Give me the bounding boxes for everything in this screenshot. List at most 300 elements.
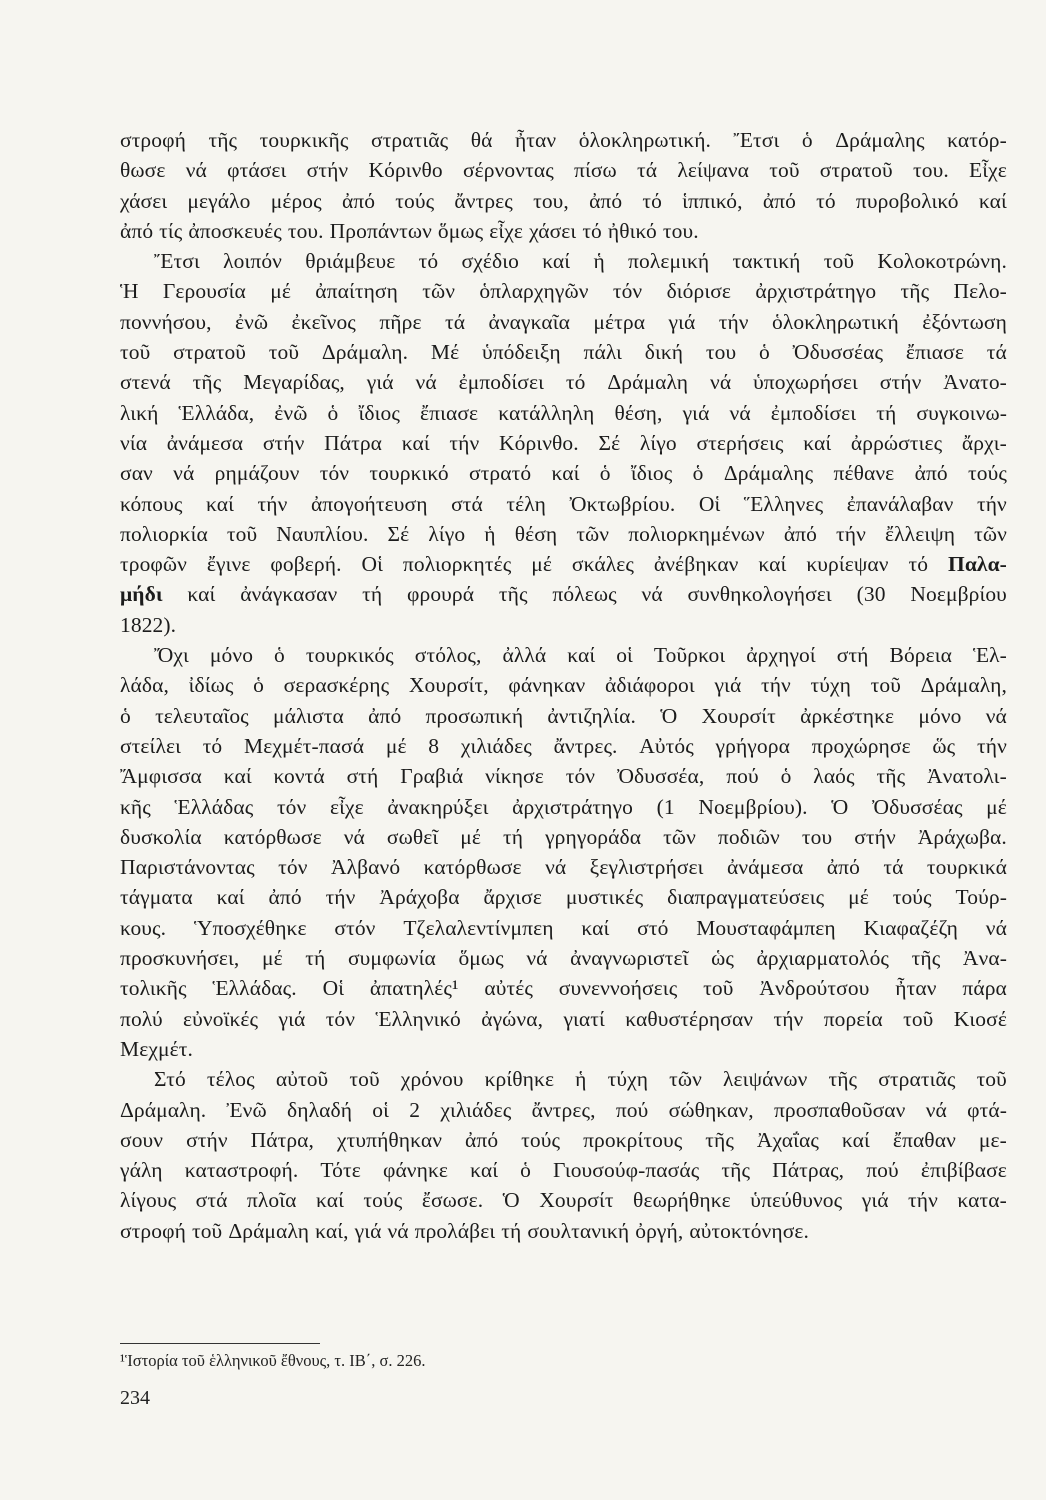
word: Τζελαλεντίνμπεη xyxy=(403,915,554,940)
word: του, xyxy=(533,188,569,213)
word: ὁ xyxy=(253,673,265,698)
word: γιά xyxy=(861,1188,889,1213)
word: λική xyxy=(120,400,159,425)
word: τόν xyxy=(612,279,643,304)
word: Ὄχι xyxy=(154,643,189,668)
word: καί xyxy=(978,188,1007,213)
word: στήν xyxy=(879,370,922,395)
word: εὐνοϊκές xyxy=(183,1006,259,1031)
word: φτά- xyxy=(967,1097,1007,1122)
word: νά xyxy=(985,703,1007,728)
word: τήν xyxy=(325,885,356,910)
word: ἀνάμεσα xyxy=(726,855,804,880)
word: ἴδιος xyxy=(358,400,400,425)
word: αὐτές xyxy=(484,976,533,1001)
word: τό xyxy=(642,188,662,213)
word: τῶν xyxy=(669,1067,702,1092)
word: ἀνακηρύξει xyxy=(387,794,489,819)
word: κους. xyxy=(120,915,167,940)
word: κοντά xyxy=(273,764,325,789)
word: καί xyxy=(216,885,245,910)
word: ἀνάμεσα xyxy=(166,430,244,455)
word: ἀπογοήτευση xyxy=(310,491,428,516)
word: καί xyxy=(841,1127,870,1152)
word: σαν xyxy=(120,461,153,486)
word: σερασκέρης xyxy=(283,673,390,698)
word: εἶχε xyxy=(489,218,524,243)
word: θριάμβευε xyxy=(305,249,396,274)
text-line xyxy=(120,1064,1007,1094)
word: ἰδίως xyxy=(188,673,234,698)
word: τό xyxy=(418,249,439,274)
word: Ὀδυσσέα, xyxy=(616,764,705,789)
word: μόνο xyxy=(209,643,254,668)
word: ὁ xyxy=(801,128,813,152)
word: τῆς xyxy=(705,1127,734,1152)
word: ἡ xyxy=(575,1067,587,1092)
text-line xyxy=(120,337,1007,367)
word: τό xyxy=(565,370,586,395)
word: λίγους xyxy=(120,1188,177,1213)
word: προσπαθοῦσαν xyxy=(773,1097,906,1122)
word: φάνηκαν xyxy=(508,673,586,698)
text-line xyxy=(120,761,1007,791)
word: Δράμαλης xyxy=(723,461,814,486)
word: γιά xyxy=(682,400,710,425)
word: τοῦ xyxy=(191,1218,223,1243)
word: Ἀράχοβα xyxy=(379,885,460,910)
word: σωθεῖ xyxy=(386,824,439,849)
word: ἔσωσε. xyxy=(421,1188,484,1213)
word: ἄρχι- xyxy=(961,430,1007,455)
word: ξεγλιστρήσει xyxy=(589,855,704,880)
word: ὑπεύθυνος xyxy=(750,1188,843,1213)
word: πολύ xyxy=(120,1006,163,1031)
word: θέση xyxy=(514,521,558,546)
word: ἔπιασε xyxy=(905,340,964,365)
word: λάδα, xyxy=(120,673,169,698)
word: κατόρ- xyxy=(947,128,1007,152)
word: τολικῆς xyxy=(120,976,187,1001)
word: θωσε xyxy=(120,158,166,183)
word: Μέ xyxy=(430,340,460,365)
word: καί xyxy=(315,1188,344,1213)
word: στρατοῦ xyxy=(173,340,247,365)
word: Δράμαλη. xyxy=(321,340,409,365)
word: στά xyxy=(451,491,483,516)
word: τῆς xyxy=(876,764,906,789)
word: τούς xyxy=(968,461,1007,486)
word: ἀρκέστηκε xyxy=(800,703,895,728)
text-line xyxy=(120,579,1007,609)
word: μέτρα xyxy=(593,309,646,334)
word: μέ xyxy=(848,885,869,910)
word: σουν xyxy=(120,1127,164,1152)
word: ἡ xyxy=(593,249,605,274)
text-line xyxy=(120,610,1007,640)
word: ὁπλαρχηγῶν xyxy=(479,279,589,304)
word: ἀπό xyxy=(268,885,302,910)
word: χάσει xyxy=(120,188,168,213)
word: φρουρά xyxy=(406,582,475,607)
word: νά xyxy=(185,158,207,183)
word: τό xyxy=(202,733,223,758)
text-line xyxy=(120,913,1007,943)
text-line xyxy=(120,670,1007,700)
text-line xyxy=(120,428,1007,458)
word: τό xyxy=(816,188,836,213)
word: τῶν xyxy=(663,824,696,849)
word: σουλτανική xyxy=(527,1218,630,1243)
word: Ναυπλίου. xyxy=(276,521,369,546)
word: Χουρσίτ, xyxy=(408,673,489,698)
word: σκάλες xyxy=(571,552,634,577)
word: τή xyxy=(362,582,383,607)
word: ἔπαθαν xyxy=(892,1127,956,1152)
word: στήν xyxy=(306,158,349,183)
word: στήν xyxy=(186,1127,228,1152)
word: τῆς xyxy=(208,128,238,152)
word: ὑποχωρήσει xyxy=(753,370,858,395)
word: τήν xyxy=(257,491,288,516)
word: ἀναγνωριστεῖ xyxy=(570,946,689,971)
word: συνεννοήσεις xyxy=(558,976,678,1001)
word: λείψανα xyxy=(677,158,750,183)
word: ἀπό xyxy=(783,521,817,546)
word: ὁλοκληρωτική xyxy=(772,309,899,334)
word: θά xyxy=(470,128,493,152)
text-line xyxy=(120,1034,1007,1064)
word: ἀπατηλές¹ xyxy=(369,976,459,1001)
word: Ἑλλάδας. xyxy=(212,976,297,1001)
word: ἐμποδίσει xyxy=(458,370,544,395)
word: νά xyxy=(343,824,365,849)
word: ὅμως xyxy=(437,218,484,243)
word: ὁ xyxy=(120,703,131,728)
word: ἄρχισε xyxy=(483,885,542,910)
word: ὅμως xyxy=(458,946,504,971)
word: τόν xyxy=(319,461,350,486)
word: ἀντιζηλία. xyxy=(547,703,636,728)
word: τῶν xyxy=(422,279,456,304)
word: τή xyxy=(305,946,326,971)
word: ἦταν xyxy=(514,128,557,152)
text-line xyxy=(120,246,1007,276)
word: ἄντρες xyxy=(454,188,513,213)
word: του xyxy=(801,824,833,849)
word: χιλιάδες xyxy=(440,1097,512,1122)
text-line xyxy=(120,367,1007,397)
word: σώθηκαν, xyxy=(668,1097,754,1122)
word: τουρκικός xyxy=(305,643,394,668)
word: τελευταῖος xyxy=(155,703,249,728)
word: γιά xyxy=(278,1006,306,1031)
word: μέ xyxy=(385,733,407,758)
word: τέλος xyxy=(206,1067,255,1092)
word: καί, xyxy=(315,1218,349,1243)
word: πολιορκητές xyxy=(402,552,512,577)
text-line xyxy=(120,458,1007,488)
word: Παλα- xyxy=(948,552,1007,577)
word: τόν xyxy=(276,794,307,819)
word: τῆς xyxy=(192,370,222,395)
word: καί xyxy=(187,582,216,607)
word: νία xyxy=(120,430,148,455)
word: θέση, xyxy=(614,400,663,425)
word: Γερουσία xyxy=(162,279,246,304)
word: στενά xyxy=(120,370,171,395)
word: οἱ xyxy=(372,1097,390,1122)
word: νά xyxy=(545,855,567,880)
word: τοῦ xyxy=(226,521,258,546)
word: τροφῶν xyxy=(120,552,188,577)
word: Σέ xyxy=(387,521,410,546)
text-line xyxy=(120,216,1007,246)
word: πόλεως xyxy=(552,582,617,607)
word: ὁ xyxy=(780,764,792,789)
word: τούς xyxy=(363,1188,403,1213)
word: χτυπήθηκαν xyxy=(336,1127,443,1152)
word: ὥς xyxy=(932,733,956,758)
word: Προπάντων xyxy=(329,218,432,243)
word: καί xyxy=(803,430,832,455)
word: Δράμαλη xyxy=(607,370,689,395)
word: Ἑλλάδας xyxy=(174,794,254,819)
word: πάρα xyxy=(962,976,1007,1001)
word: σχέδιο xyxy=(461,249,519,274)
word: ἀπαίτηση xyxy=(315,279,398,304)
word: Κόρινθο. xyxy=(499,430,579,455)
word: ἔπιασε xyxy=(420,400,479,425)
word: τή xyxy=(876,400,897,425)
word: τοῦ xyxy=(823,249,855,274)
word: κατα- xyxy=(957,1188,1007,1213)
page-number: 234 xyxy=(120,1387,150,1409)
word: συνθηκολογήσει xyxy=(687,582,832,607)
word: συμφωνία xyxy=(347,946,436,971)
word: Κόρινθο xyxy=(368,158,443,183)
word: ἀρχιστράτηγο xyxy=(512,794,633,819)
word: ἀνάγκασαν xyxy=(240,582,338,607)
word: 1822). xyxy=(120,612,177,637)
word: ἐξόντωση xyxy=(922,309,1007,334)
text-line xyxy=(120,1095,1007,1125)
word: κῆς xyxy=(120,794,151,819)
word: τῶν xyxy=(974,521,1007,546)
word: γιατί xyxy=(563,1006,605,1031)
word: γιά xyxy=(366,370,394,395)
word: προχώρησε xyxy=(811,733,911,758)
word: τό xyxy=(582,218,602,243)
word: ἔλλειψη xyxy=(885,521,956,546)
word: νά xyxy=(173,461,195,486)
word: φάνηκε xyxy=(382,1158,449,1183)
word: ὁ xyxy=(274,643,285,668)
word: Παριστάνοντας xyxy=(120,855,255,880)
word: ὁ xyxy=(758,340,770,365)
word: γιά xyxy=(668,309,696,334)
word: Ἐνῶ xyxy=(226,1097,267,1122)
word: Ἑλλάδα, xyxy=(178,400,255,425)
word: Νοεμβρίου). xyxy=(698,794,808,819)
word: προσωπική xyxy=(425,703,524,728)
word: διόρισε xyxy=(666,279,732,304)
word: ὁ xyxy=(520,1158,531,1183)
word: Ἑλ- xyxy=(972,643,1007,668)
word: Πάτρα xyxy=(324,430,383,455)
word: νά xyxy=(641,582,663,607)
text-line xyxy=(120,1185,1007,1215)
word: χιλιάδες xyxy=(460,733,532,758)
word: Ἔτσι xyxy=(154,249,200,274)
word: στή xyxy=(836,643,869,668)
word: τακτική xyxy=(732,249,801,274)
text-line xyxy=(120,640,1007,670)
word: Μουσταφάμπεη xyxy=(696,915,836,940)
word: νίκησε xyxy=(485,764,544,789)
word: ὀργή, xyxy=(635,1218,684,1243)
word: στά xyxy=(195,1188,228,1213)
word: τῆς xyxy=(721,1158,751,1183)
word: πού xyxy=(726,764,759,789)
word: στρατιᾶς xyxy=(878,1067,956,1092)
word: τέλη xyxy=(506,491,546,516)
word: Γιουσούφ-πασάς xyxy=(553,1158,700,1183)
word: ποδιῶν xyxy=(717,824,780,849)
word: ἀπό xyxy=(120,218,154,243)
word: Ἀνα- xyxy=(962,946,1007,971)
word: Τούρ- xyxy=(955,885,1007,910)
word: του. xyxy=(287,218,324,243)
word: νά xyxy=(710,370,732,395)
word: στρατιᾶς xyxy=(371,128,449,152)
word: λοιπόν xyxy=(223,249,282,274)
word: πῆρε xyxy=(379,309,422,334)
word: μέ xyxy=(270,279,291,304)
word: μόνο xyxy=(918,703,962,728)
word: ἐμποδίσει xyxy=(770,400,857,425)
word: στήν xyxy=(262,430,305,455)
word: Ἄμφισσα xyxy=(120,764,202,789)
word: Πάτρα, xyxy=(250,1127,315,1152)
word: Εἶχε xyxy=(969,158,1007,183)
word: τήν xyxy=(718,309,749,334)
word: ἐκεῖνος xyxy=(291,309,356,334)
text-line xyxy=(120,549,1007,579)
text-line xyxy=(120,398,1007,428)
word: τῆς xyxy=(828,1067,858,1092)
word: ἀρρώστιες xyxy=(850,430,943,455)
word: τούς xyxy=(395,188,435,213)
word: Τότε xyxy=(320,1158,361,1183)
word: μέρος xyxy=(270,188,322,213)
word: Μεχμέτ. xyxy=(120,1036,193,1061)
word: χρόνου xyxy=(400,1067,464,1092)
word: ἀπό xyxy=(589,188,623,213)
word: Σέ xyxy=(598,430,621,455)
word: πάλι xyxy=(583,340,622,365)
text-line xyxy=(120,943,1007,973)
text-line xyxy=(120,1216,1007,1246)
word: ποννήσου, xyxy=(120,309,212,334)
word: τά xyxy=(637,158,658,183)
word: Ὑποσχέθηκε xyxy=(193,915,307,940)
word: Οἱ xyxy=(361,552,384,577)
word: στροφή xyxy=(120,1218,186,1243)
word: ἄντρες. xyxy=(553,733,618,758)
word: τουρκικά xyxy=(926,855,1007,880)
word: καταστροφή. xyxy=(184,1158,299,1183)
word: Ὁ xyxy=(502,1188,520,1213)
body-text xyxy=(120,125,1007,1246)
word: γρηγοράδα xyxy=(545,824,642,849)
word: νά xyxy=(985,915,1007,940)
word: Κιοσέ xyxy=(953,1006,1007,1031)
word: τίς xyxy=(159,218,183,243)
word: τήν xyxy=(449,430,480,455)
word: Ἀνατο- xyxy=(943,370,1007,395)
word: λειψάνων xyxy=(723,1067,808,1092)
word: διαπραγματεύσεις xyxy=(667,885,825,910)
word: Ὁ xyxy=(660,703,678,728)
word: πού xyxy=(866,1158,899,1183)
word: στόν xyxy=(334,915,376,940)
word: λίγο xyxy=(639,430,677,455)
word: τοῦ xyxy=(903,1006,934,1031)
word: ἐνῶ xyxy=(234,309,269,334)
text-line xyxy=(120,822,1007,852)
word: πυροβολικό xyxy=(855,188,959,213)
word: καί xyxy=(206,491,234,516)
word: κόπους xyxy=(120,491,183,516)
text-line xyxy=(120,731,1007,761)
word: δηλαδή xyxy=(287,1097,353,1122)
word: νά xyxy=(387,1218,409,1243)
word: Μεχμέτ-πασά xyxy=(243,733,365,758)
word: φτάσει xyxy=(227,158,287,183)
word: ἠθικό xyxy=(607,218,657,243)
word: Ἡ xyxy=(120,279,139,304)
word: ἐπανάλαβαν xyxy=(846,491,954,516)
word: ὁ xyxy=(599,461,611,486)
word: τή xyxy=(501,1218,522,1243)
word: τήν xyxy=(773,1006,804,1031)
word: κατόρθωσε xyxy=(223,824,322,849)
word: Ἀλβανό xyxy=(330,855,401,880)
word: πολεμική xyxy=(628,249,710,274)
word: στερήσεις xyxy=(696,430,784,455)
word: μήδι xyxy=(120,582,163,607)
word: λαός xyxy=(813,764,855,789)
word: ἴδιος xyxy=(630,461,673,486)
text-line xyxy=(120,489,1007,519)
word: Ἀχαΐας xyxy=(756,1127,819,1152)
word: Δράμαλη. xyxy=(120,1097,207,1122)
word: τάγματα xyxy=(120,885,193,910)
word: Νοεμβρίου xyxy=(910,582,1007,607)
word: πολιορκία xyxy=(120,521,208,546)
word: τά xyxy=(986,340,1007,365)
word: τά xyxy=(883,855,904,880)
word: σέρνοντας xyxy=(462,158,554,183)
word: Οἱ xyxy=(698,491,721,516)
word: του xyxy=(705,340,737,365)
word: Οἱ xyxy=(322,976,345,1001)
word: τουρκικό xyxy=(369,461,449,486)
word: καί xyxy=(542,249,571,274)
word: Ὁ xyxy=(831,794,849,819)
word: ἀνέβηκαν xyxy=(653,552,739,577)
